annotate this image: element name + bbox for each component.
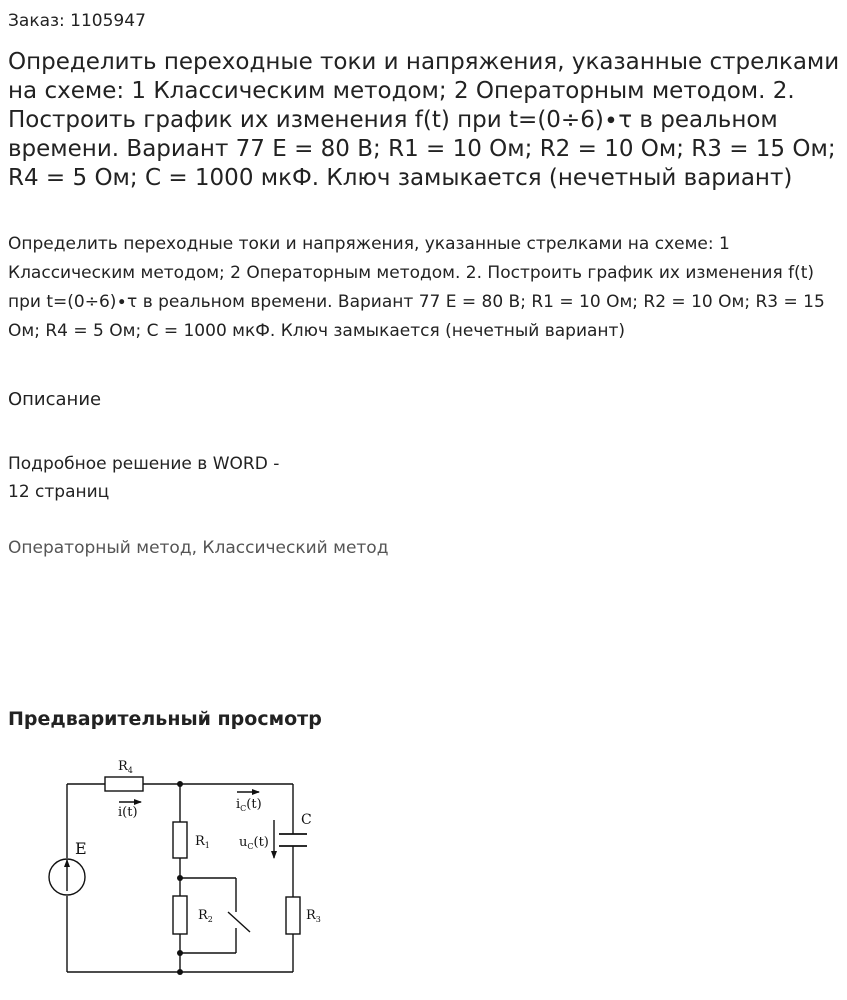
order-number: Заказ: 1105947 xyxy=(8,11,146,31)
label-r3: $R_3$ xyxy=(306,908,321,924)
circuit-diagram xyxy=(38,752,338,982)
label-i: i(t) xyxy=(118,805,138,820)
description-heading: Описание xyxy=(8,389,102,410)
label-r2: $R_2$ xyxy=(198,908,213,924)
label-uc: $u_C(t)$ xyxy=(239,835,269,851)
label-e: E xyxy=(75,839,87,858)
resistor-r4 xyxy=(105,777,143,791)
tag-classical-method[interactable]: Классический метод xyxy=(202,538,389,558)
resistor-r3 xyxy=(286,897,300,934)
solution-pages: 12 страниц xyxy=(8,482,110,502)
tag-list xyxy=(8,536,388,560)
solution-details xyxy=(8,450,279,506)
tag-separator: , xyxy=(191,538,203,558)
solution-format: Подробное решение в WORD - xyxy=(8,454,280,474)
capacitor xyxy=(279,834,307,846)
label-r4: $R_4$ xyxy=(118,759,133,775)
label-c: C xyxy=(301,812,312,828)
resistor-r2 xyxy=(173,896,187,934)
resistor-r1 xyxy=(173,822,187,858)
label-ic: $i_C(t)$ xyxy=(236,797,262,813)
tag-operator-method[interactable]: Операторный метод xyxy=(8,538,192,558)
preview-heading: Предварительный просмотр xyxy=(8,708,322,730)
task-title: Определить переходные токи и напряжения, указанные стрелками на схеме: 1 Классическим методом; 2 Операторным методом. 2. Построить график их изменения f(t) при t=(0÷6)∙τ в реальном времени. Вариант 77 E = 80 В; R1 = 10 Ом; R2 = 10 Ом; R3 = 15 Ом; R4 = 5 Ом; C = 1000 мкФ. Ключ замыкается (нечетный вариант) xyxy=(8,49,840,191)
task-description: Определить переходные токи и напряжения, указанные стрелками на схеме: 1 Классическим методом; 2 Операторным методом. 2. Построить график их изменения f(t) при t=(0÷6)∙τ в реальном времени. Вариант 77 E = 80 В; R1 = 10 Ом; R2 = 10 Ом; R3 = 15 Ом; R4 = 5 Ом; C = 1000 мкФ. Ключ замыкается (нечетный вариант) xyxy=(8,234,825,341)
label-r1: $R_1$ xyxy=(195,834,210,850)
